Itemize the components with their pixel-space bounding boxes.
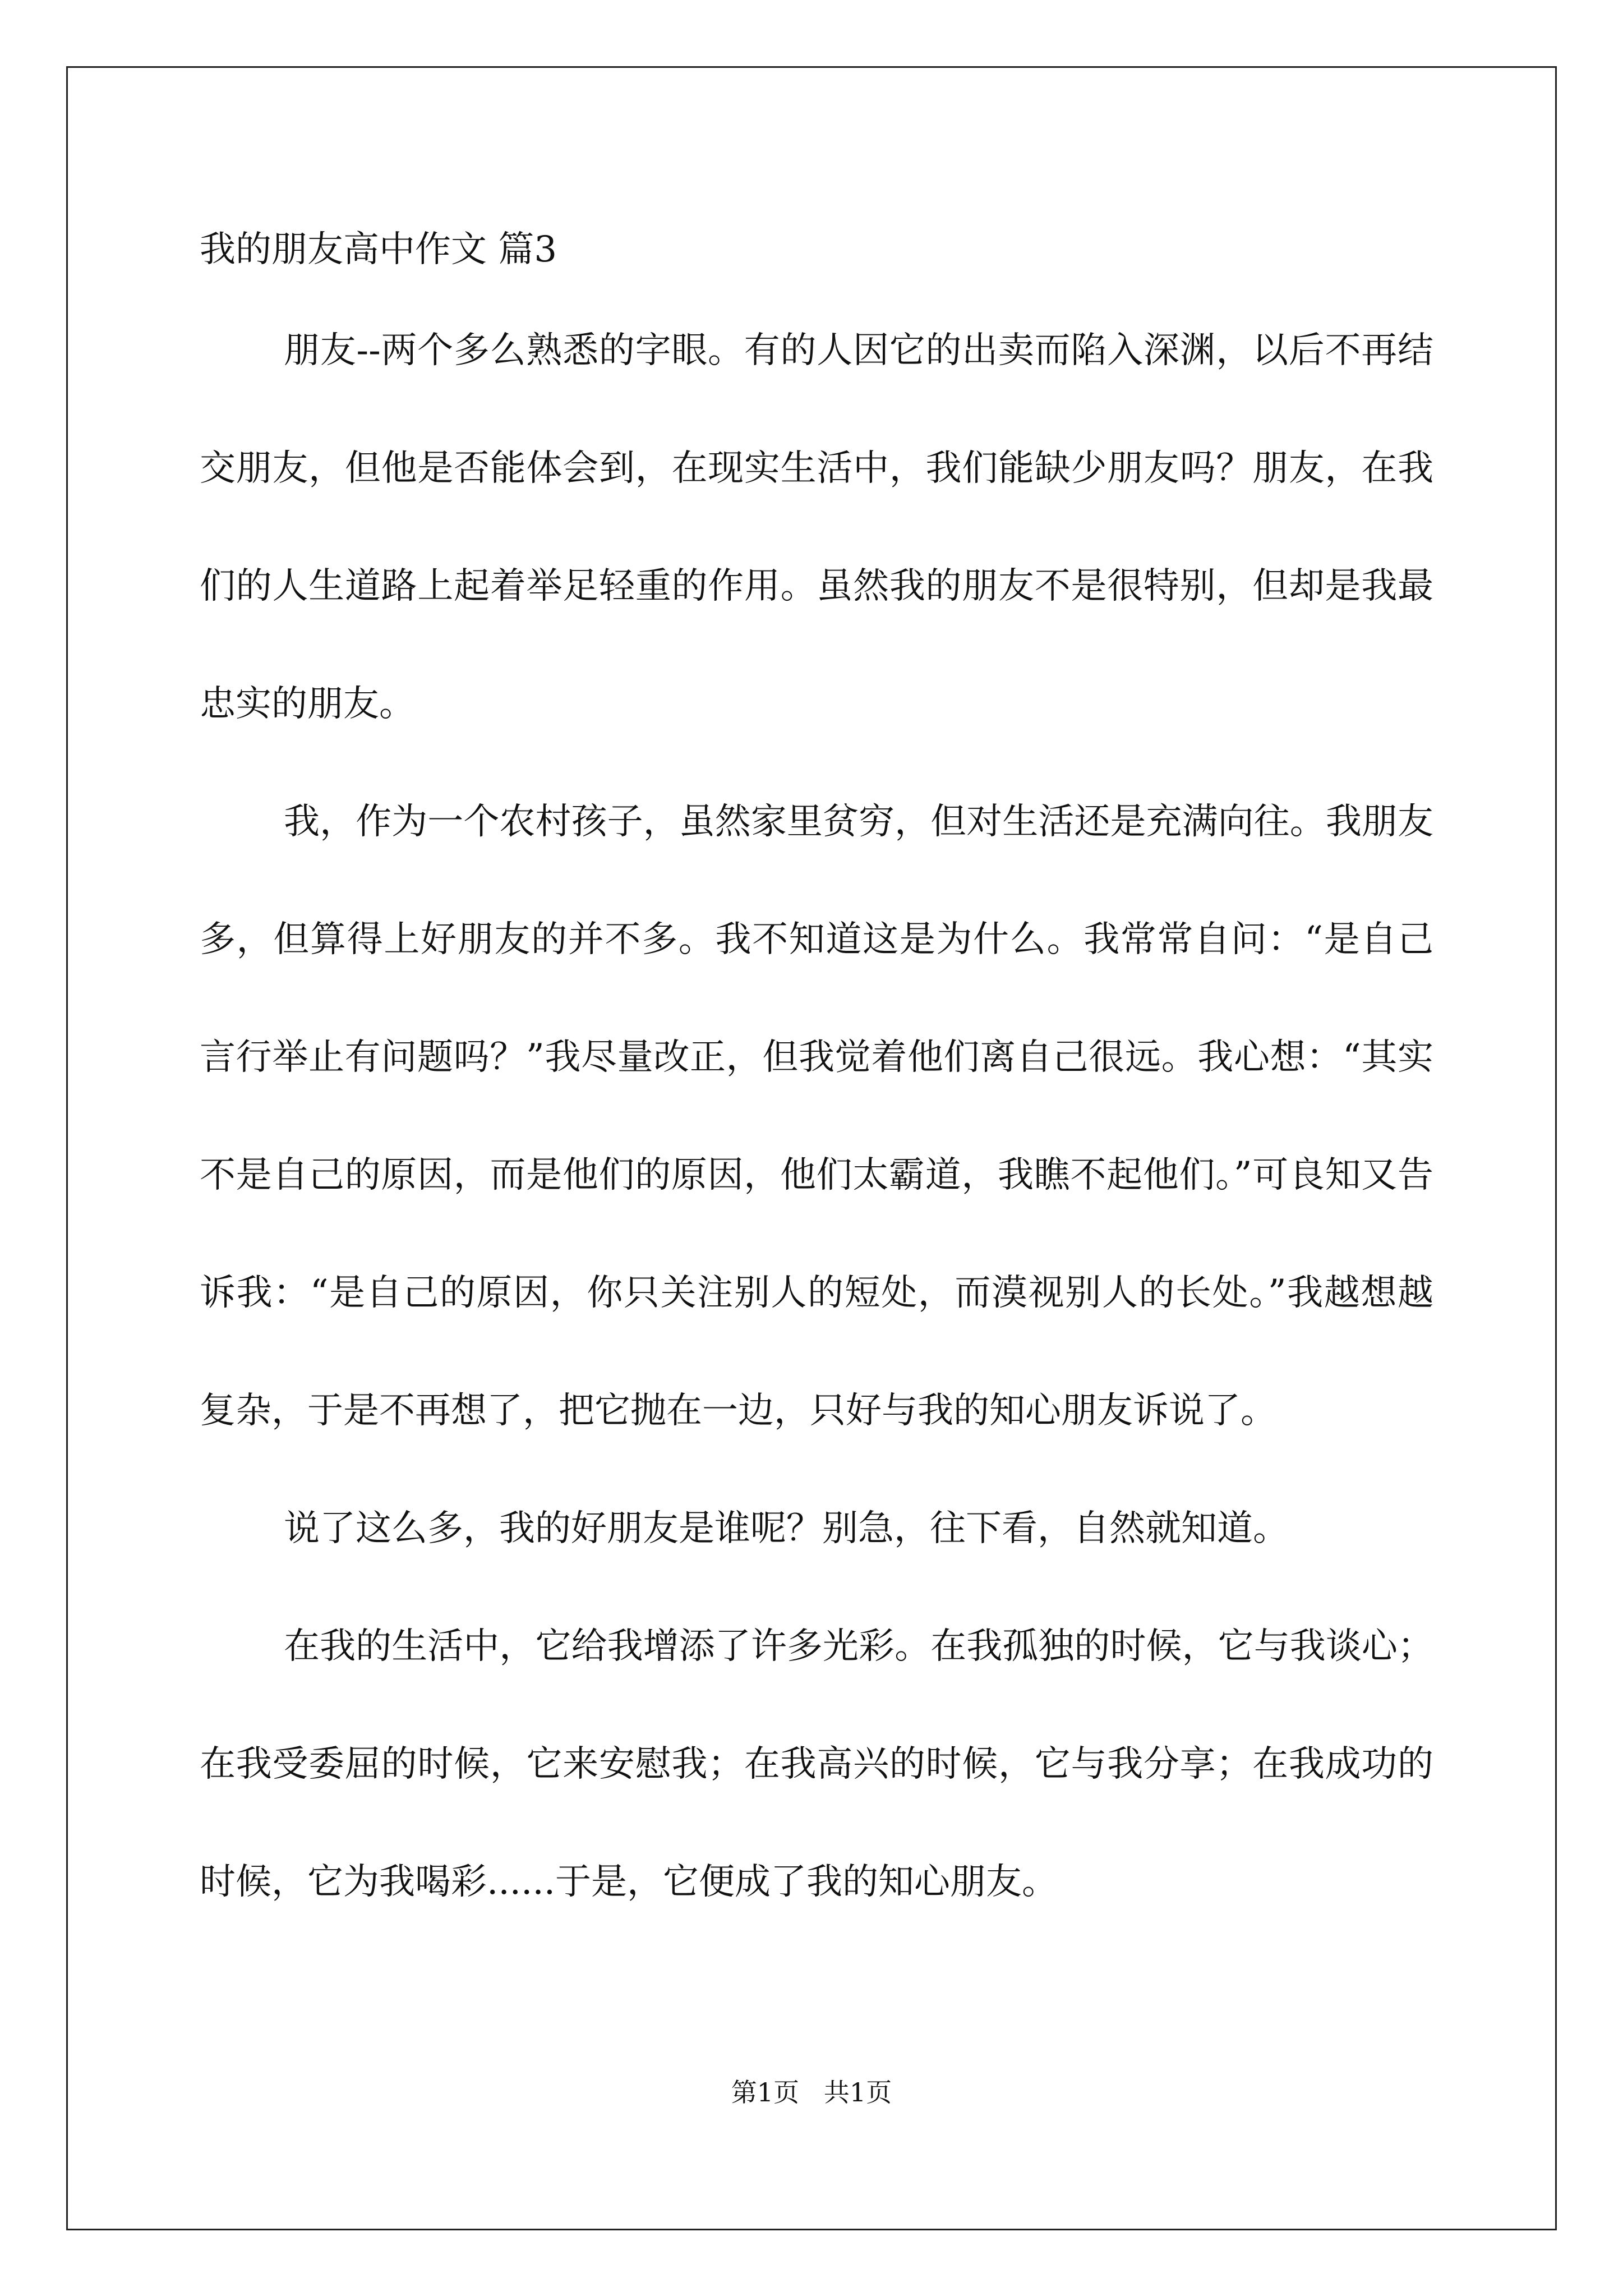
paragraph-1: 朋友--两个多么熟悉的字眼。有的人因它的出卖而陷入深渊，以后不再结交朋友，但他是否能体会到，在现实生活中，我们能缺少朋友吗？朋友，在我们的人生道路上起着举足轻重的作用。虽然我的朋友不是很特别，但却是我最忠实的朋友。 xyxy=(200,330,1433,725)
paragraph-4: 在我的生活中，它给我增添了许多光彩。在我孤独的时候，它与我谈心；在我受委屈的时候，它来安慰我；在我高兴的时候，它与我分享；在我成功的时候，它为我喝彩......于是，它便成了我的知心朋友。 xyxy=(200,1626,1433,1903)
page-number-footer: 第1页 共1页 xyxy=(731,2077,892,2108)
document-title: 我的朋友高中作文 篇3 xyxy=(200,229,557,270)
document-body xyxy=(200,224,1433,1941)
paragraph-2: 我，作为一个农村孩子，虽然家里贫穷，但对生活还是充满向往。我朋友多，但算得上好朋友的并不多。我不知道这是为什么。我常常自问：“是自己言行举止有问题吗？”我尽量改正，但我觉着他们离自己很远。我心想：“其实不是自己的原因，而是他们的原因，他们太霸道，我瞧不起他们。”可良知又告诉我：“是自己的原因，你只关注别人的短处，而漠视别人的长处。”我越想越复杂，于是不再想了，把它抛在一边，只好与我的知心朋友诉说了。 xyxy=(200,801,1433,1432)
paragraph-3: 说了这么多，我的好朋友是谁呢？别急，往下看，自然就知道。 xyxy=(284,1508,1289,1549)
